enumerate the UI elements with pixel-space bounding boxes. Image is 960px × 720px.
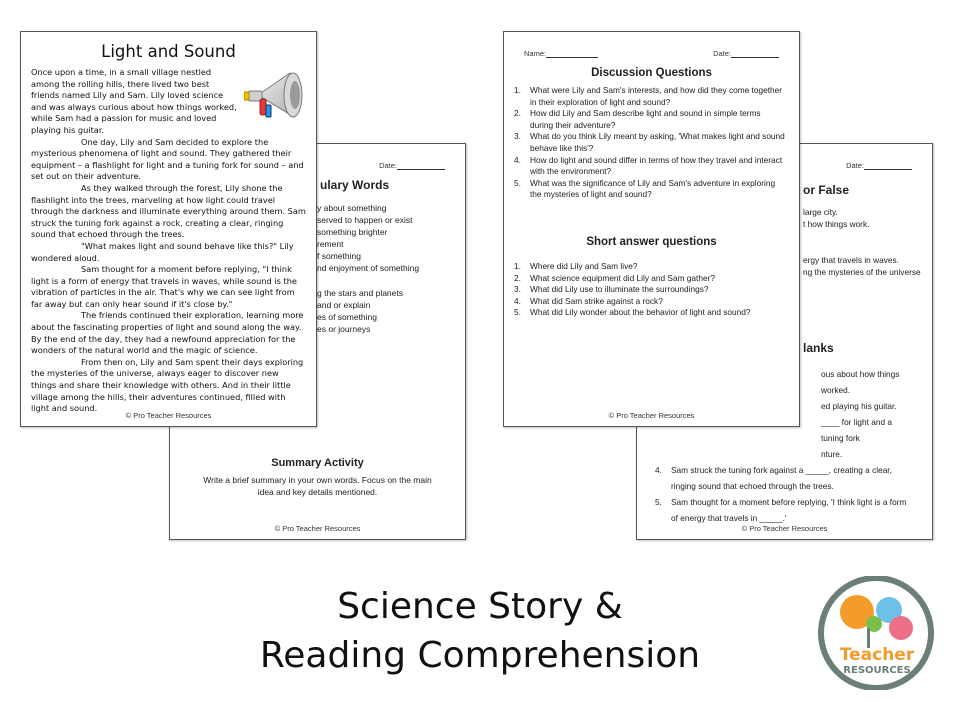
vocabulary-definitions	[317, 202, 419, 335]
list-item: 1. What were Lily and Sam's interests, and how did they come together in their exploration of light and sound?	[514, 85, 783, 107]
summary-activity-instructions: Write a brief summary in your own words. Focus on the main idea and key details mentioned.	[203, 475, 432, 497]
discussion-page	[503, 31, 800, 427]
logo-word-teacher: Teacher	[839, 645, 915, 665]
logo-pink-circle	[889, 616, 913, 640]
list-item: 3. What did Lily use to illuminate the surroundings?	[514, 284, 709, 295]
statement-line: ng the mysteries of the universe	[803, 267, 921, 277]
statement-line	[803, 242, 921, 254]
copyright-footer: © Pro Teacher Resources	[741, 524, 828, 533]
copyright-footer: © Pro Teacher Resources	[274, 524, 361, 533]
banner-title-line-1: Science Story &	[337, 586, 623, 627]
definition-line	[317, 275, 419, 287]
name-date-line	[524, 49, 779, 58]
definition-line: y about something	[317, 203, 387, 213]
definition-line: something brighter	[317, 227, 388, 238]
story-paragraph: Sam thought for a moment before replying, "I think light is a form of energy that travels in waves, while sound is the vibration of particles in the air. That's why we can see light from far away but can only hear sound if it's close by."	[31, 264, 297, 309]
list-item: 2. What science equipment did Lily and Sam gather?	[514, 272, 715, 283]
list-item: 1. Where did Lily and Sam live?	[514, 261, 638, 271]
true-false-title: or False	[803, 183, 850, 197]
statement-line: t how things work.	[803, 219, 870, 229]
story-title: Light and Sound	[101, 42, 236, 61]
vocabulary-title: ulary Words	[320, 178, 390, 192]
copyright-footer: © Pro Teacher Resources	[125, 411, 212, 420]
story-paragraph: From then on, Lily and Sam spent their days exploring the mysteries of the universe, always eager to discover new things and share their knowledge with others. And in their little village among the hills, their adventures continued, filled with light and sound.	[31, 356, 304, 414]
definition-line: g the stars and planets	[317, 287, 404, 298]
statement-line	[803, 230, 921, 242]
story-paragraph: Once upon a time, in a small village nestled among the rolling hills, there lived two best friends named Lily and Sam. Lily loved science and was always curious about how things worked, while Sam had a passion for music and loved playing his guitar.	[31, 67, 237, 135]
list-item: 4. How do light and sound differ in terms of how they travel and interact with the environment?	[514, 154, 783, 177]
statement-line: ergy that travels in waves.	[803, 255, 899, 265]
story-text	[31, 67, 306, 415]
date-line: Date:	[846, 161, 912, 170]
discussion-questions-list	[514, 85, 785, 201]
list-item: 2. How did Lily and Sam describe light and sound in simple terms during their adventure?	[514, 108, 761, 130]
list-item: 5. Sam thought for a moment before replying, 'I think light is a form of energy that travels in _____.'	[655, 497, 907, 523]
list-item: 3. What do you think Lily meant by asking, 'What makes light and sound behave like this'?	[514, 131, 785, 153]
definition-line: rement	[317, 239, 344, 250]
definition-line: es of something	[317, 311, 378, 322]
name-field: Name:	[524, 49, 598, 58]
discussion-questions-title: Discussion Questions	[591, 67, 712, 79]
date-line: Date:	[379, 161, 445, 170]
definition-line: and or explain	[317, 299, 371, 310]
list-item: 5. What did Lily wonder about the behavior of light and sound?	[514, 307, 751, 318]
short-answer-list	[514, 261, 785, 319]
list-item: ____ for light and a tuning fork	[821, 417, 893, 443]
date-field: Date:	[713, 49, 779, 58]
definition-line: nd enjoyment of something	[317, 263, 420, 274]
list-item: nture.	[821, 449, 843, 459]
true-false-statements	[803, 206, 921, 278]
definition-line: served to happen or exist	[317, 215, 413, 226]
list-item: ed playing his guitar.	[821, 401, 897, 411]
copyright-footer: © Pro Teacher Resources	[608, 411, 695, 420]
list-item: 4. Sam struck the tuning fork against a _____, creating a clear, ringing sound that echoed through the trees.	[655, 465, 892, 491]
summary-activity-title: Summary Activity	[271, 457, 364, 469]
story-paragraph: As they walked through the forest, Lily shone the flashlight into the trees, marveling at how light could travel through the darkness and illuminate everything around them. Sam struck the tuning fork against a rock, creating a clear, ringing sound that echoed through the trees.	[31, 182, 306, 240]
short-answer-title: Short answer questions	[586, 236, 717, 248]
list-item: 5. What was the significance of Lily and Sam's adventure in exploring the mysteries of light and sound?	[514, 177, 776, 200]
statement-line: large city.	[803, 207, 838, 217]
story-page	[20, 31, 317, 427]
teacher-resources-logo	[817, 576, 935, 690]
logo-word-resources: RESOURCES	[843, 665, 911, 676]
story-paragraph: One day, Lily and Sam decided to explore the mysterious phenomena of light and sound. They gathered their equipment – a flashlight for light and a tuning fork for sound – and set out on their adventure.	[31, 136, 304, 182]
list-item: ous about how things worked.	[821, 369, 900, 395]
definition-line: f something	[317, 251, 361, 262]
banner-title-line-2: Reading Comprehension	[259, 635, 701, 676]
story-paragraph: The friends continued their exploration, learning more about the fascinating properties of light and sound along the way. By the end of the day, they had a newfound appreciation for the wonders of the natural world and the magic of science.	[31, 310, 304, 356]
list-item: 4. What did Sam strike against a rock?	[514, 295, 663, 306]
definition-line: es or journeys	[317, 323, 371, 334]
megaphone-icon	[244, 65, 310, 125]
story-paragraph: "What makes light and sound behave like this?" Lily wondered aloud.	[31, 240, 294, 263]
fill-in-blanks-title: lanks	[803, 341, 834, 355]
